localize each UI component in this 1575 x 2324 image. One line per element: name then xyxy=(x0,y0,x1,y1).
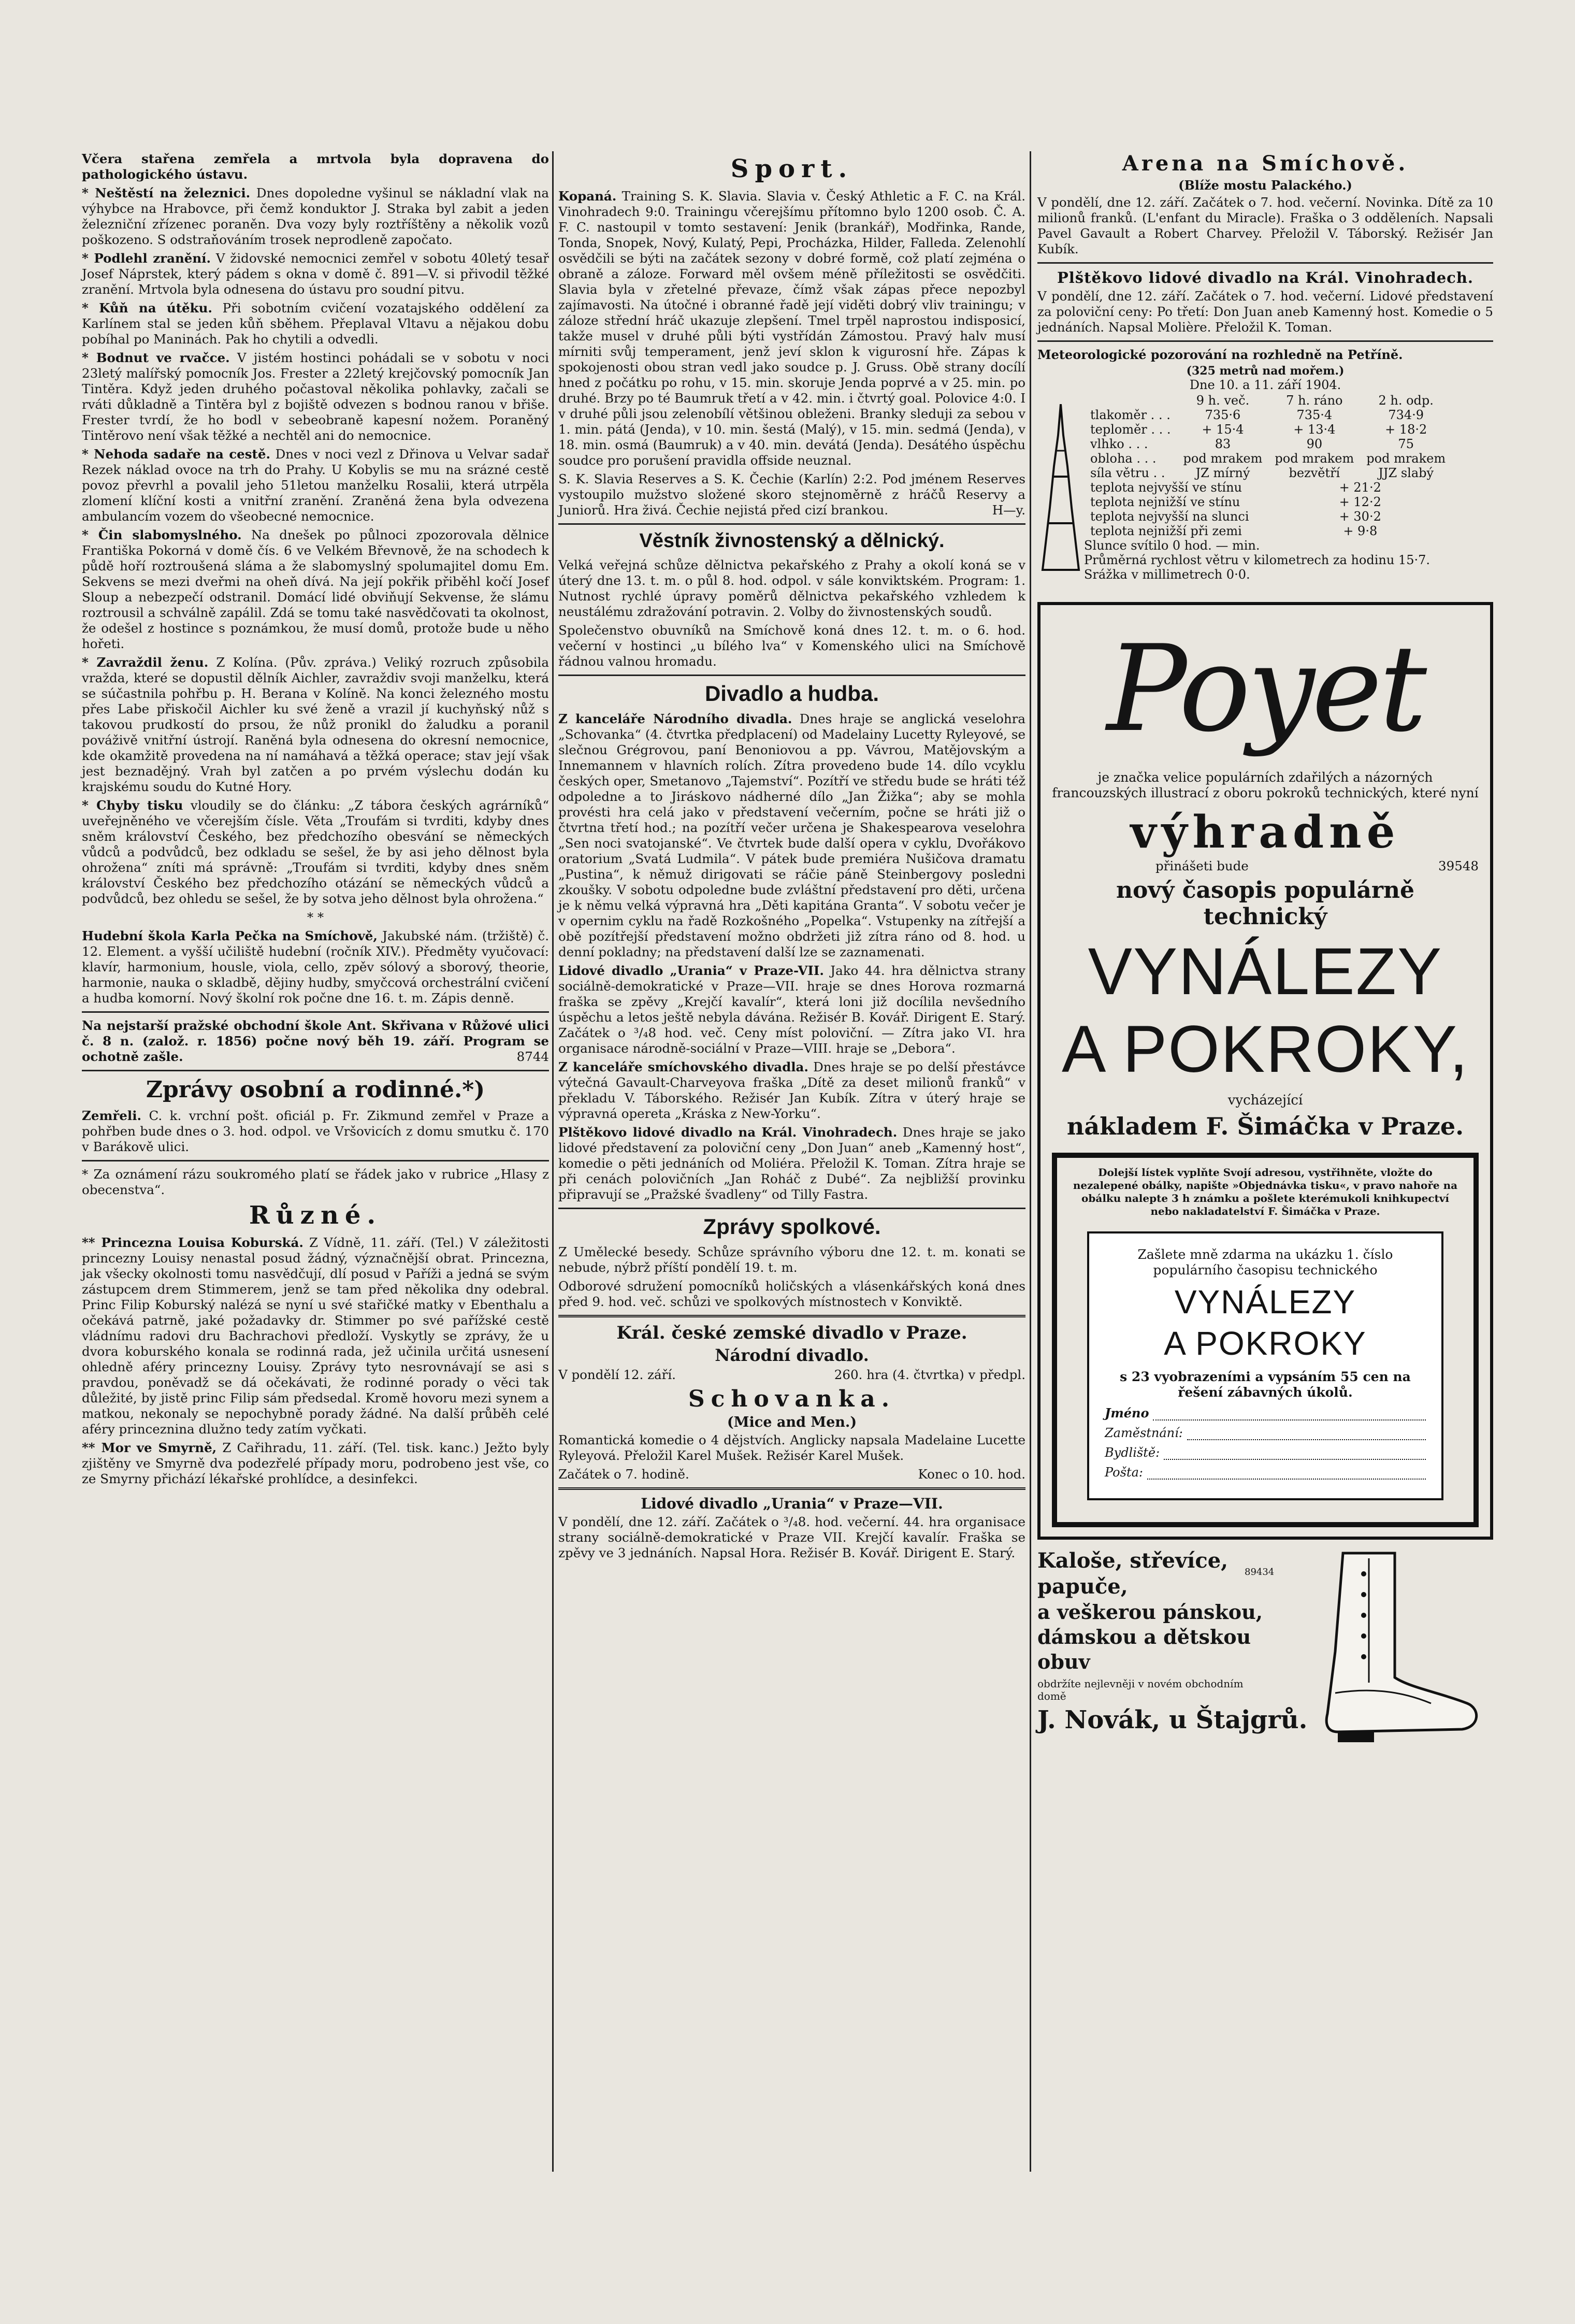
weather-row-tmin-shade: teplota nejnižší ve stínu + 12·2 xyxy=(1090,495,1381,509)
theatre-item: Lidové divadlo „Urania“ v Praze-VII. Jako 44. hra dělnictva strany sociálně-demokratické v Praze—VII. hraje se dnes Horova rozmarná fraška se zpěvy „Krejčí kavalír“, která loni již docílila nevšedního úspěchu a letos ještě nebyla dávána. Režisér B. Kovář. Dirigent E. Starý. Začátek o ³/₄8 hod. več. Ceny míst poloviční. — Zítra jako VI. hra organisace národně-sociální v Praze—VIII. hraje se „Debora“. xyxy=(558,963,1026,1056)
section-heading-trade: Věstník živnostenský a dělnický. xyxy=(639,530,945,552)
theatre-item: Z kanceláře Národního divadla. Dnes hraje se anglická veselohra „Schovanka“ (4. čtvrtka předplacení) od Madelainy Lucetty Ryleyové, se slečnou Grégrovou, paní Benoniovou a pp. Vávrou, Matějovským a Innemannem v hlavních rolích. Zítra provedeno bude 14. dílo vcyklu českých oper, Smetanovo „Tajemství“. Pozítří ve středu bude se hráti též odpoledne a to Jiráskovo nádherné dílo „Jan Žižka“; aby se mohla provésti hra celá jako v představení večerním, počne se hráti již o čtvrtna třetí hod.; na pozítří večer určena je Shakespearova veselohra „Sen noci svatojanské“. Ve čtvrtek bude další opera v cyklu, Dvořákovo oratorium „Svatá Ludmila“. V pátek bude premiéra Nušičova dramatu „Pustina“, k němuž dirigovati se ráčie páně Steinbergovy posledni zkoušky. V sobotu odpoledne bude zvláštní představení pro děti, určena je k němu velká výpravná hra „Děti kapitána Granta“. V sobotu večer je v opernim cyklu na řadě Rozkošného „Popelka“. Vstupenky na zítřejší a obě pozítřejší představení možno obdržeti již zítra ráno od 8. hod. u denní pokladny; na představení další lze se zaznamenati. xyxy=(558,711,1025,959)
weather-title: Meteorologické pozorování na rozhledně na Petříně. xyxy=(1037,347,1403,362)
programme-title: Lidové divadlo „Urania“ v Praze—VII. xyxy=(641,1495,943,1512)
news-item: Zemřeli. C. k. vrchní pošt. oficiál p. Fr. Zikmund zemřel v Praze a pohřben bude dnes o 3. hod. odpol. ve Vršovicích z domu smutku č. 170 v Barákově ulici. xyxy=(82,1108,549,1154)
weather-notes: Slunce svítilo 0 hod. — min. Průměrná rychlost větru v kilometrech za hodinu 15·7. Srážka v millimetrech 0·0. xyxy=(1084,538,1430,582)
programme-description: V pondělí, dne 12. září. Začátek o 7. hod. večerní. Novinka. Dítě za 10 milionů franků. (L'enfant du Miracle). Fraška o 3 odděleních. Napsali Pavel Gavault a Robert Charvey. Přeložil V. Táborský. Režisér Jan Kubík. xyxy=(1037,195,1493,256)
weather-row-wind: síla větru . . JZ mírný bezvětří JJZ slabý xyxy=(1090,466,1434,480)
petrin-tower-icon xyxy=(1037,404,1084,575)
weather-report xyxy=(1037,347,1493,596)
weather-row-tmax-sun: teplota nejvyšší na slunci + 30·2 xyxy=(1090,509,1381,524)
news-item: * Zavraždil ženu. Z Kolína. (Pův. zpráva.) Veliký rozruch způsobila vražda, které se dopustil dělník Aichler, zavraždiv svoji manželku, která se súčastnila pohřbu p. H. Berana v Kolíně. Na konci železného mostu přes Labe přiskočil Aichler ku své ženě a vrazil jí kuchyňský nůž s takovou prudkostí do prsou, že nůž pronikl do žaludku a poranil pováživě vnitřní ústrojí. Raněná byla odnesena do okresní nemocnice, kde okamžitě provedena na ní namáhavá a těžká operace; stav její však jest beznadějný. Vrah byl zatčen a po prvém výslechu dodán ku krajskému soudu do Kutné Hory. xyxy=(82,655,549,794)
divider xyxy=(1037,340,1493,342)
shoe-title: Kaloše, střevíce, papuče, xyxy=(1037,1548,1229,1599)
news-item: * Podlehl zranění. V židovské nemocnici zemřel v sobotu 40letý tesař Josef Náprstek, který pádem s okna v domě č. 891—V. si přivodil těžké zranění. Mrtvola byla odnesena do ústavu pro soudní pitvu. xyxy=(82,251,549,297)
advert-magazine-type: nový časopis populárně technický xyxy=(1116,877,1415,930)
sport-report: Kopaná. Training S. K. Slavia. Slavia v. Český Athletic a F. C. na Král. Vinohradech 9:0. Trainingu včerejšímu přítomno bylo 1200 osob. Č. A. F. C. nastoupil v tomto sestavení: Jenik (brankář), Modřinka, Rande, Tonda, Snopek, Nový, Kulatý, Pepi, Procházka, Hilder, Falleda. Zelenohlí osvědčili se býti na začátek sezony v dobré formě, což platí zejména o obraně a záloze. Forward měl ovšem méně příležitosti se osvědčiti. Slavia byla v zřetelné převaze, čímž však zápas přece nepozbyl zajímavosti. Na útočné i obranné řadě její viděti dobrý vliv trainingu; v záloze střední hráč ukazuje zlepšení. Tmel trpěl naprostou indisposicí, takže musel v druhé půli býti vystřídán Zámostou. Pravý halv musí mírniti svůj temperament, jenž jeví sklon k vigurosní hře. Zápas k spokojenosti obou stran vedl jako soudce p. J. Gruss. Obě strany docílí hned z počátku po rohu, v 15. min. skoruje Jenda poprvé a v 25. min. po druhé. Brzy po té Baumruk třetí a v 42. min. i čtvrtý goal. Polovice 4:0. I v druhé půli jsou zelenobílí většinou obleženi. Branky sleduji za sebou v 1. min. pátá (Jenda), v 10. min. šestá (Malý), v 15. min. sedmá (Jenda), v 18. min. osmá (Baumruk) a v 40. min. devátá (Jenda). Desátého úspěchu soudce pro porušení pravidla offside neuznal. xyxy=(558,189,1025,468)
shoe-firm: J. Novák, u Štajgrů. xyxy=(1037,1705,1308,1734)
coupon-occupation-field[interactable]: Zaměstnání: xyxy=(1105,1426,1426,1440)
club-item: Z Umělecké besedy. Schůze správního výboru dne 12. t. m. konati se nebude, nýbrž příští pondělí 19. t. m. xyxy=(558,1244,1025,1275)
weather-date: Dne 10. a 11. září 1904. xyxy=(1189,378,1341,392)
divider xyxy=(82,1160,549,1161)
divider xyxy=(558,675,1025,676)
advert-publisher: nákladem F. Šimáčka v Praze. xyxy=(1066,1112,1464,1140)
programme-original-title: (Mice and Men.) xyxy=(727,1414,857,1430)
theatre-item: Plštěkovo lidové divadlo na Král. Vinohradech. Dnes hraje se jako lidové představení za poloviční ceny „Don Juan“ aneb „Kamenný host“, komedie o pěti jednáních od Moliéra. Přeložil K. Toman. Zítra hraje se při cenách polovičních „Jan Roháč z Dubé“. Za nejbližší provinku připravují se „Pražské švadleny“ od Tilly Fastra. xyxy=(558,1125,1025,1202)
advert-brings: přinášeti bude 39548 xyxy=(1155,858,1479,873)
weather-row-humidity: vlhko . . . 83 90 75 xyxy=(1090,437,1414,451)
order-coupon[interactable] xyxy=(1087,1231,1443,1500)
order-box xyxy=(1052,1153,1479,1527)
news-item: ** Princezna Louisa Koburská. Z Vídně, 11. září. (Tel.) V záležitosti princezny Louisy nenastal posud žádný, význačnější obrat. Princezna, jak všecky okolnosti tomu nasvědčují, dlí posud v Paříži a jedná se svým zástupcem drem Stimmerem, jenž se tam před několika dny odebral. Princ Filip Koburský nalézá se nyní u své stařičké matky v Ebenthalu a očekává patrně, jaké požadavky dr. Stimmer po své pařížské cestě vládnímu radovi dru Bachrachovi předloží. Vyskytly se zprávy, že u dvora koburského konala se rodinná rada, jež učinila určitá usnesení ohledně aféry princezny Louisy. Zprávy tyto nesrovnávají se asi s pravdou, poněvadž se dá očekávati, že rodinné porady o věci tak důležité, by jistě princ Filip sám předsedal. Kromě hovoru mezi synem a matkou, nekonaly se nepochybně porady žádné. Na další průběh celé aféry princeznina dlužno tedy zatím vyčkati. xyxy=(82,1235,549,1437)
section-heading-personal: Zprávy osobní a rodinné.*) xyxy=(146,1077,485,1103)
article-paragraph: Včera stařena zemřela a mrtvola byla dopravena do pathologického ústavu. xyxy=(82,151,549,182)
coupon-text-2: s 23 vyobrazeními a vypsáním 55 cen na řešení zábavných úkolů. xyxy=(1120,1369,1411,1400)
news-item: * Chyby tisku vloudily se do článku: „Z tábora českých agrárníků“ uveřejněného ve včerejším čísle. Věta „Troufám si tvrditi, kdyby dnes sněm království Českého, bez předchozího obesvání se německých vůdců a podvůdců, bez odkladu se sešel, že by asi jeho dělnost byla ohrožena“ zníti má správně: „Troufám si tvrditi, kdyby dnes sněm království Českého bez předchozího otázání se německých vůdců a podvůdců, bez ohledu se sešel, že by sotva jeho dělnost byla ohrožena.“ xyxy=(82,798,549,906)
advert-text: je značka velice populárních zdařilých a názorných francouzských illustrací z oboru pokroků technických, které nyní xyxy=(1052,770,1479,800)
separator-stars: * * xyxy=(307,910,324,925)
shoe-small: obdržíte nejlevněji v novém obchodním domě xyxy=(1037,1677,1244,1702)
advert-title-line1: VYNÁLEZY xyxy=(1088,935,1443,1009)
programme-title: Plštěkovo lidové divadlo na Král. Vinohradech. xyxy=(1057,269,1474,286)
section-heading-clubs: Zprávy spolkové. xyxy=(703,1214,881,1239)
news-item: * Nehoda sadaře na cestě. Dnes v noci vezl z Dřinova u Velvar sadař Rezek náklad ovoce na trh do Prahy. U Kobylis se mu na srázné cestě povoz převrhl a povalil jeho 51letou manželku Rosalii, která utrpěla zlomení klíční kosti a vnitřní zranění. Zraněná žena byla odvezena ambulancím vozem do všeobecné nemocnice. xyxy=(82,447,549,524)
weather-row-temperature: teploměr . . . + 15·4 + 13·4 + 18·2 xyxy=(1090,422,1427,437)
advert-school: Na nejstarší pražské obchodní škole Ant. Skřivana v Růžové ulici č. 8 n. (založ. r. 1856) počne nový běh 19. září. Program se ochotně zašle. 8744 xyxy=(82,1018,549,1064)
order-instructions: Dolejší lístek vyplňte Svojí adresou, vystřihněte, vložte do nezalepené obálky, napište »Objednávka tisku«, v pravo nahoře na obálku nalepte 3 h známku a pošlete kterémukoli knihkupectví nebo nakladatelství F. Šimáčka v Praze. xyxy=(1073,1166,1458,1217)
coupon-residence-field[interactable]: Bydliště: xyxy=(1105,1445,1426,1460)
divider xyxy=(558,523,1025,525)
coupon-title-line2: A POKROKY xyxy=(1164,1325,1367,1362)
divider xyxy=(558,1487,1025,1490)
programme-times: Začátek o 7. hodině. Konec o 10. hod. xyxy=(558,1467,1025,1482)
coupon-post-field[interactable]: Pošta: xyxy=(1105,1465,1426,1480)
programme-subtitle: Národní divadlo. xyxy=(715,1345,869,1365)
news-item: * Bodnut ve rvačce. V jistém hostinci pohádali se v sobotu v noci 23letý malířský pomocník Jos. Frester a 22letý krejčovský pomocník Jan Tintěra. Když jeden druhého počastoval několika pohlavky, začali se rváti důkladně a Tintěra byl z bojiště odvezen s bodnou ranou v břiše. Frester tvrdí, že ho bodl v sebeobraně kapesní nožem. Poraněný Tintěrovo není však těžké a nechtěl ani do nemocnice. xyxy=(82,350,549,443)
programme-title: Král. české zemské divadlo v Praze. xyxy=(616,1323,967,1343)
coupon-title-line1: VYNÁLEZY xyxy=(1174,1283,1356,1321)
sport-report: S. K. Slavia Reserves a S. K. Čechie (Karlín) 2:2. Pod jménem Reserves vystoupilo mužstvo složené skoro stejnoměrně z hráčů Reservy a Juniorů. Hra živá. Čechie nejistá před cizí brankou. H—y. xyxy=(558,471,1025,518)
news-item: Hudební škola Karla Pečka na Smíchově, Jakubské nám. (tržiště) č. 12. Element. a vyšší učiliště hudební (ročník XIV.). Předměty vyučovací: klavír, harmonium, housle, viola, cello, zpěv sólový a sborový, theorie, harmonie, nauka o skladbě, dějiny hudby, smyčcová orchestrální cvičení a hudba komorní. Nový školní rok počne dne 16. t. m. Zápis denně. xyxy=(82,928,549,1006)
trade-item: Velká veřejná schůze dělnictva pekařského z Prahy a okolí koná se v úterý dne 13. t. m. o půl 8. hod. odpol. v sále konviktském. Program: 1. Nutnost rychlé úpravy poměrů dělnictva pekařského vzhledem k neustálému zdražování potravin. 2. Volby do živnostenských soudů. xyxy=(558,557,1025,619)
divider xyxy=(558,1208,1025,1209)
theatre-item: Z kanceláře smíchovského divadla. Dnes hraje se po delší přestávce výtečná Gavault-Charveyova fraška „Dítě za deset milionů franků“ v překladu V. Táborského. Režisér Jan Kubík. Zítra v úterý hraje se výpravná opereta „Kráska z New-Yorku“. xyxy=(558,1059,1025,1121)
news-item: ** Mor ve Smyrně, Z Cařihradu, 11. září. (Tel. tisk. kanc.) Ježto byly zjištěny ve Smyrně dva podezřelé případy moru, podrobeno jest vše, co ze Smyrny přichází lékařské prohlídce, a desinfekci. xyxy=(82,1440,549,1486)
advert-shoes xyxy=(1037,1548,1493,1766)
section-heading-sport: Sport. xyxy=(730,154,854,183)
advert-vynalezy xyxy=(1037,602,1493,1540)
divider xyxy=(82,1011,549,1013)
column-middle xyxy=(558,151,1025,1564)
programme-description: Romantická komedie o 4 dějstvích. Anglicky napsala Madelaine Lucette Ryleyová. Přeložil Karel Mušek. Režisér Karel Mušek. xyxy=(558,1432,1025,1463)
coupon-name-field[interactable]: Jméno xyxy=(1105,1405,1426,1421)
club-item: Odborové sdružení pomocníků holičských a vlásenkářských koná dnes před 9. hod. več. schůzi ve spolkových místnostech v Konviktě. xyxy=(558,1279,1025,1309)
divider xyxy=(558,1315,1025,1317)
section-heading-misc: Různé. xyxy=(249,1201,382,1230)
boot-icon xyxy=(1307,1548,1483,1750)
weather-row-pressure: tlakoměr . . . 735·6 735·4 734·9 xyxy=(1090,408,1424,422)
poyet-logo: Poyet xyxy=(1106,620,1424,758)
weather-table xyxy=(1084,393,1452,538)
weather-hours-row: 9 h. več. 7 h. ráno 2 h. odp. xyxy=(1196,393,1434,408)
programme-subtitle: (Blíže mostu Palackého.) xyxy=(1178,178,1352,193)
shoe-number: 89434 xyxy=(1245,1567,1275,1577)
divider xyxy=(1037,262,1493,264)
column-right xyxy=(1037,151,1493,1766)
section-heading-theatre: Divadlo a hudba. xyxy=(704,681,879,706)
column-rule xyxy=(552,151,554,2172)
weather-row-tmin-ground: teplota nejnižší při zemi + 9·8 xyxy=(1090,524,1378,538)
programme-title: Arena na Smíchově. xyxy=(1122,151,1409,176)
weather-row-sky: obloha . . . pod mrakem pod mrakem pod mrakem xyxy=(1090,451,1446,466)
programme-date: V pondělí 12. září. 260. hra (4. čtvrtka) v předpl. xyxy=(558,1367,1025,1382)
news-item: * Čin slabomyslného. Na dnešek po půlnoci zpozorovala dělnice Františka Pokorná v domě čís. 6 ve Velkém Břevnově, že na schodech k půdě hoří roztroušená sláma a že slabomyslný spolumajitel domu Em. Sekvens se mezi dveřmi na oheň dívá. Na její pokřik přiběhl kočí Josef Sloup a nebezpečí odstranil. Domácí lidé obviňují Sekvense, že slámu roztrousil a schválně zapálil. Zdá se tomu také nasvědčovati ta okolnost, že odešel z hostince s poznámkou, že musí domů, protože bude u něho hořeti. xyxy=(82,527,549,651)
news-item: * Kůň na útěku. Při sobotním cvičení vozatajského oddělení za Karlínem stal se jeden kůň sběhem. Přeplaval Vltavu a nějakou dobu pobíhal po Maninách. Pak ho chytili a odvedli. xyxy=(82,300,549,347)
divider xyxy=(82,1070,549,1071)
advert-published: vycházející xyxy=(1227,1093,1303,1108)
advert-title-line2: A POKROKY, xyxy=(1062,1012,1469,1086)
programme-play: Schovanka. xyxy=(688,1386,896,1412)
programme-description: V pondělí, dne 12. září. Začátek o 7. hod. večerní. Lidové představení za poloviční ceny: Po třetí: Don Juan aneb Kamenný host. Komedie o 5 jednáních. Napsal Molière. Přeložil K. Toman. xyxy=(1037,289,1493,335)
news-item: * Neštěstí na železnici. Dnes dopoledne vyšinul se nákladní vlak na výhybce na Hrabovce, při čemž konduktor J. Straka byl zabit a jeden železniční zřízenec poraněn. Dva vozy byly roztříštěny a několik vozů poškozeno. S odstraňováním trosek neprodleně započato. xyxy=(82,185,550,247)
weather-subtitle: (325 metrů nad mořem.) xyxy=(1186,364,1345,378)
column-rule xyxy=(1030,151,1031,2172)
trade-item: Společenstvo obuvníků na Smíchově koná dnes 12. t. m. o 6. hod. večerní v hostinci „u bílého lva“ v Komenského ulici na Smíchově řádnou valnou hromadu. xyxy=(558,623,1025,669)
footnote: * Za oznámení rázu soukromého platí se řádek jako v rubrice „Hlasy z obecenstva“. xyxy=(82,1167,549,1197)
advert-exclusive: výhradně xyxy=(1130,806,1400,858)
coupon-text: Zašlete mně zdarma na ukázku 1. číslo populárního časopisu technického xyxy=(1137,1247,1393,1278)
column-left xyxy=(82,151,549,1490)
shoe-text: a veškerou pánskou, dámskou a dětskou obuv xyxy=(1037,1600,1263,1673)
programme-description: V pondělí, dne 12. září. Začátek o ³/₄8. hod. večerní. 44. hra organisace strany sociálně-demokratické v Praze VII. Krejčí kavalír. Fraška se zpěvy ve 3 jednáních. Napsal Hora. Režisér B. Kovář. Dirigent E. Starý. xyxy=(558,1514,1025,1560)
weather-row-tmax-shade: teplota nejvyšší ve stínu + 21·2 xyxy=(1090,480,1381,495)
